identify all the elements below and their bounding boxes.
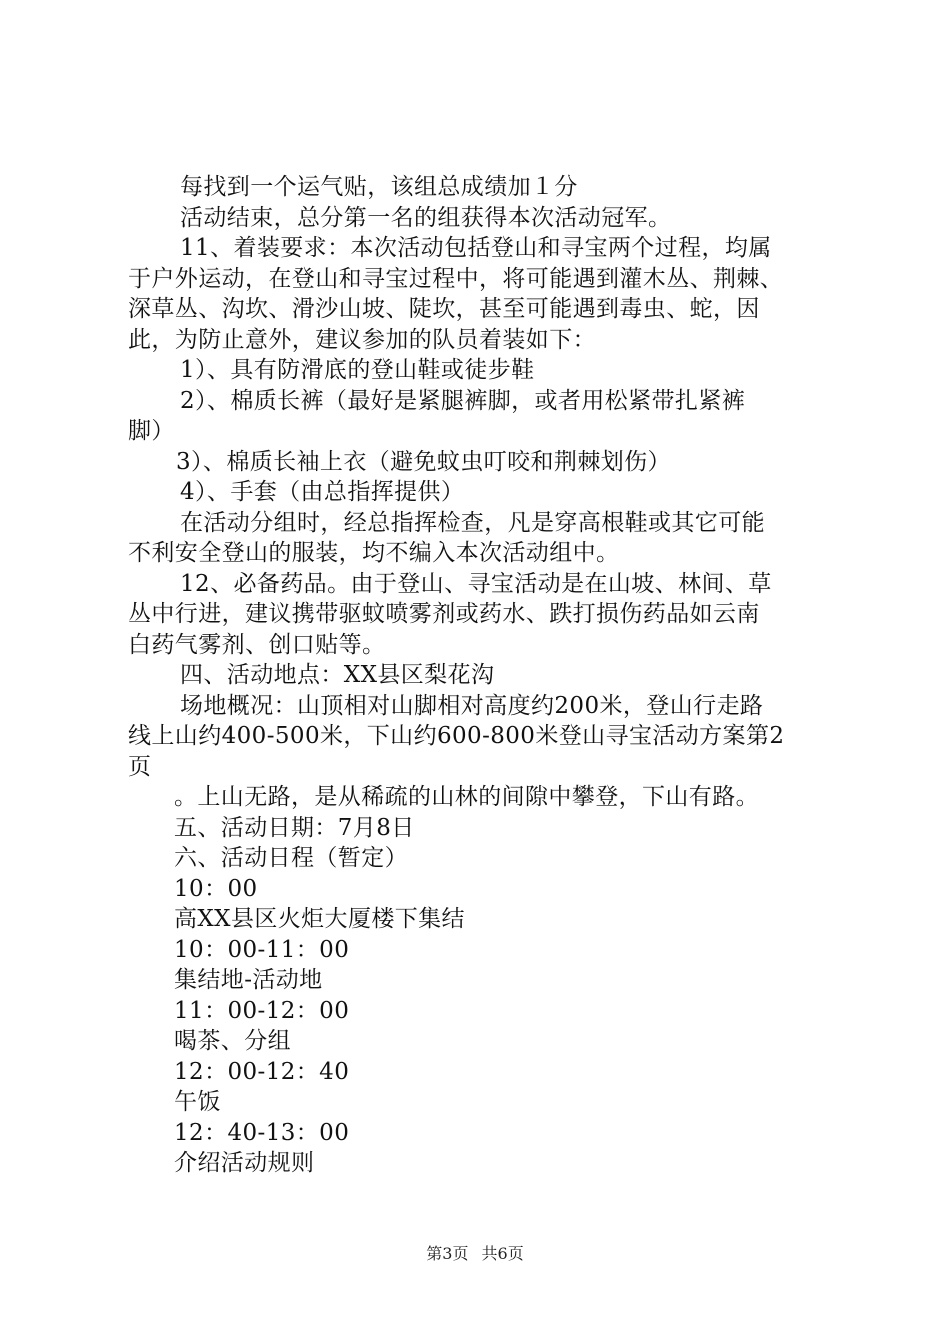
text-line: 集结地-活动地 [174,967,323,993]
text-line: 此，为防止意外，建议参加的队员着装如下： [128,326,596,353]
text-line: 1）、具有防滑底的登山鞋或徒步鞋 [180,357,535,383]
text-line: 丛中行进，建议携带驱蚊喷雾剂或药水、跌打损伤药品如云南 [128,601,760,627]
text-line: 4）、手套（由总指挥提供） [180,479,465,505]
text-line: 午饭 [174,1089,221,1115]
text-line: 活动结束，总分第一名的组获得本次活动冠军。 [180,204,672,231]
text-line: 2）、棉质长裤（最好是紧腿裤脚，或者用松紧带扎紧裤 [180,387,746,414]
text-line: 页 [128,753,152,780]
text-line: 深草丛、沟坎、滑沙山坡、陡坎，甚至可能遇到毒虫、蛇，因 [128,296,760,322]
page-total: 共6页 [481,1244,524,1263]
text-line: 不利安全登山的服装，均不编入本次活动组中。 [128,540,620,566]
text-line: 脚） [128,418,175,444]
text-line: 介绍活动规则 [174,1150,315,1176]
page-footer [0,1244,950,1264]
text-line: 12、必备药品。由于登山、寻宝活动是在山坡、林间、草 [180,570,772,597]
text-line: 3）、棉质长袖上衣（避免蚊虫叮咬和荆棘划伤） [176,448,671,475]
text-line: 11：00-12：00 [174,997,350,1024]
text-line: 每找到一个运气贴，该组总成绩加１分 [180,174,578,200]
text-line: 10：00-11：00 [174,936,350,963]
document-body [128,172,848,1179]
text-line: 11、着装要求：本次活动包括登山和寻宝两个过程，均属 [180,235,772,261]
text-line: 四、活动地点：XX县区梨花沟 [180,662,495,688]
page-number: 第3页 [426,1244,469,1263]
text-line: 12：00-12：40 [174,1058,350,1085]
text-line: 五、活动日期：7月8日 [174,814,415,841]
text-line: 。上山无路，是从稀疏的山林的间隙中攀登，下山有路。 [174,784,759,810]
text-line: 线上山约400-500米，下山约600-800米登山寻宝活动方案第2 [128,723,785,749]
text-line: 10：00 [174,875,258,902]
text-line: 12：40-13：00 [174,1119,350,1146]
text-line: 喝茶、分组 [174,1028,291,1054]
text-line: 场地概况：山顶相对山脚相对高度约200米，登山行走路 [180,692,764,719]
text-line: 于户外运动，在登山和寻宝过程中，将可能遇到灌木丛、荆棘、 [128,265,784,292]
text-line: 六、活动日程（暂定） [174,845,408,871]
text-line: 在活动分组时，经总指挥检查，凡是穿高根鞋或其它可能 [180,509,765,536]
text-line: 高XX县区火炬大厦楼下集结 [174,906,465,932]
text-line: 白药气雾剂、创口贴等。 [128,631,386,658]
